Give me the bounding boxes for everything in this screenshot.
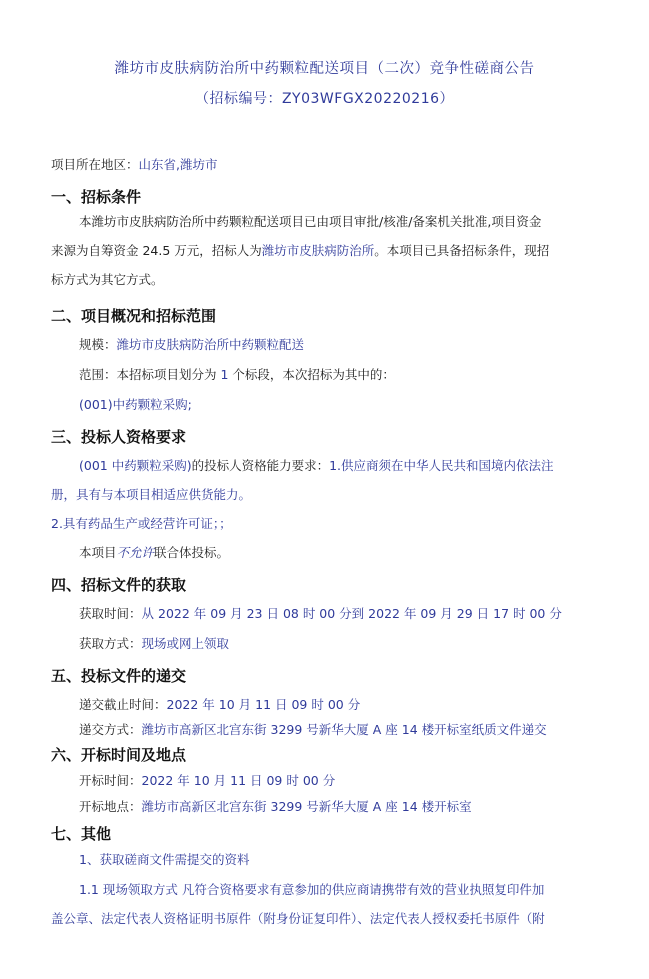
obtain-method-label: 获取方式：	[79, 636, 142, 651]
range-a: 范围：本招标项目划分为	[79, 367, 221, 382]
obtain-time-row	[79, 606, 562, 622]
other-item-1: 1、获取磋商文件需提交的资料	[79, 852, 250, 867]
s1-paragraph-line-2	[51, 243, 549, 259]
requirement-line-3: 2.具有药品生产或经营许可证；；	[51, 516, 232, 531]
req-item-1: 1.供应商须在中华人民共和国境内依法注	[329, 458, 554, 473]
joint-not-allowed: 不允许	[116, 545, 155, 560]
region-value: 山东省,潍坊市	[138, 157, 218, 172]
region-row	[51, 157, 218, 173]
section-7-heading: 七、其他	[51, 825, 112, 843]
s1-line2-a: 来源为自筹资金 24.5 万元，招标人为	[51, 243, 262, 258]
other-item-1-1-line-2: 盖公章、法定代表人资格证明书原件（附身份证复印件）、法定代表人授权委托书原件（附	[51, 911, 545, 926]
req-intro: 的投标人资格能力要求：	[191, 458, 330, 473]
opening-place-value: 潍坊市高新区北宫东街 3299 号新华大厦 A 座 14 楼开标室	[141, 799, 472, 814]
submit-deadline-row	[79, 697, 360, 713]
requirement-line-2: 册，具有与本项目相适应供货能力。	[51, 487, 252, 502]
section-6-heading: 六、开标时间及地点	[51, 746, 187, 764]
tenderer-name: 潍坊市皮肤病防治所	[261, 243, 375, 258]
obtain-time-label: 获取时间：	[79, 606, 142, 621]
range-c: 个标段，本次招标为其中的：	[228, 367, 395, 382]
joint-c: 联合体投标。	[154, 545, 230, 560]
lot-item: (001)中药颗粒采购;	[79, 397, 192, 412]
joint-a: 本项目	[79, 545, 117, 560]
s1-paragraph-line-1: 本潍坊市皮肤病防治所中药颗粒配送项目已由项目审批/核准/备案机关批准,项目资金	[79, 214, 542, 229]
req-lot-name: (001 中药颗粒采购)	[79, 458, 192, 473]
requirement-line-1	[79, 458, 554, 474]
tender-code: （招标编号：ZY03WFGX20220216）	[194, 91, 455, 107]
submit-method-value: 潍坊市高新区北宫东街 3299 号新华大厦 A 座 14 楼开标室纸质文件递交	[141, 722, 547, 737]
submit-deadline-label: 递交截止时间：	[79, 697, 167, 712]
section-2-heading: 二、项目概况和招标范围	[51, 307, 217, 325]
opening-place-row	[79, 799, 472, 815]
section-4-heading: 四、招标文件的获取	[51, 576, 187, 594]
s1-line2-c: 。本项目已具备招标条件，现招	[374, 243, 550, 258]
scale-label: 规模：	[79, 337, 117, 352]
opening-time-value: 2022 年 10 月 11 日 09 时 00 分	[141, 773, 336, 788]
submit-method-row	[79, 722, 547, 738]
range-row	[79, 367, 395, 383]
s1-paragraph-line-3: 标方式为其它方式。	[51, 272, 164, 287]
document-title: 潍坊市皮肤病防治所中药颗粒配送项目（二次）竞争性磋商公告	[114, 61, 535, 77]
section-1-heading: 一、招标条件	[51, 188, 142, 206]
other-item-1-1-line-1: 1.1 现场领取方式 凡符合资格要求有意参加的供应商请携带有效的营业执照复印件加	[79, 882, 545, 897]
opening-time-label: 开标时间：	[79, 773, 142, 788]
submit-method-label: 递交方式：	[79, 722, 142, 737]
region-label: 项目所在地区：	[51, 157, 139, 172]
scale-value: 潍坊市皮肤病防治所中药颗粒配送	[116, 337, 305, 352]
obtain-time-value: 从 2022 年 09 月 23 日 08 时 00 分到 2022 年 09 月 29 日 17 时 00 分	[141, 606, 562, 621]
scale-row	[79, 337, 304, 353]
obtain-method-row	[79, 636, 229, 652]
section-3-heading: 三、投标人资格要求	[51, 428, 187, 446]
joint-bid-row	[79, 545, 229, 561]
opening-place-label: 开标地点：	[79, 799, 142, 814]
lot-count: 1	[220, 367, 229, 382]
submit-deadline-value: 2022 年 10 月 11 日 09 时 00 分	[166, 697, 361, 712]
section-5-heading: 五、投标文件的递交	[51, 667, 187, 685]
obtain-method-value: 现场或网上领取	[141, 636, 230, 651]
opening-time-row	[79, 773, 335, 789]
